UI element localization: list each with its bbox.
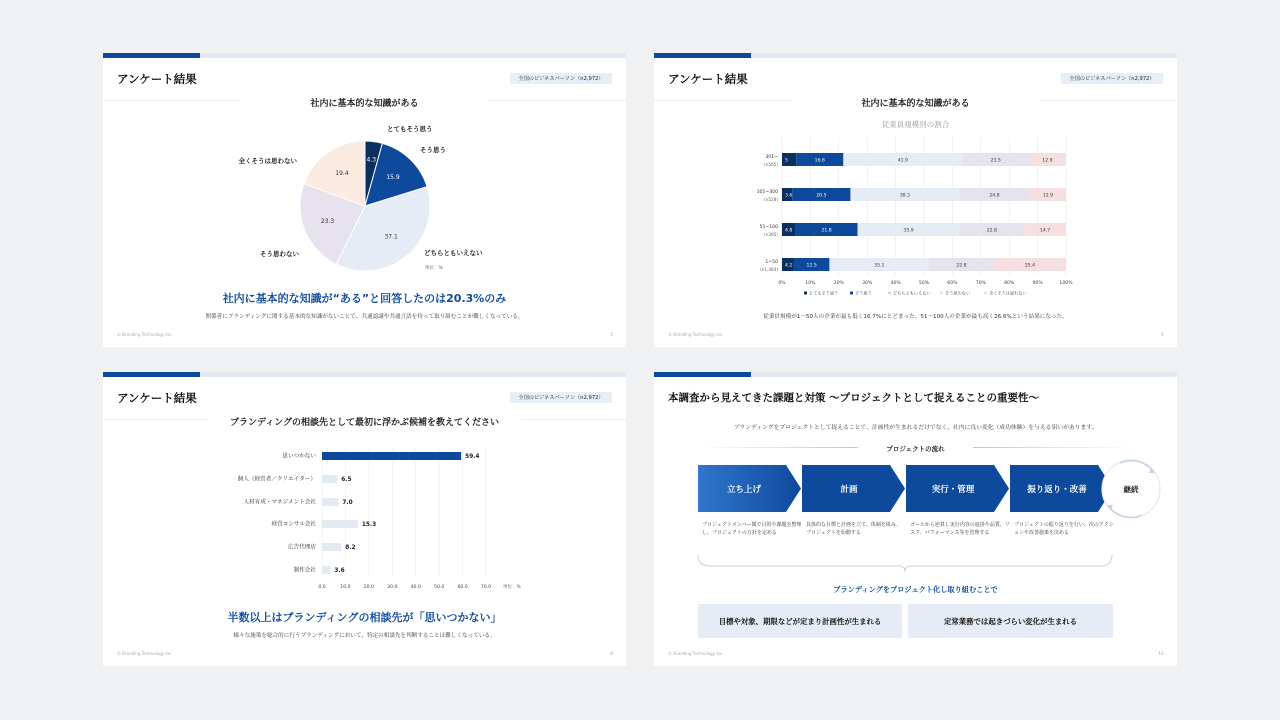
category-label: 人材育成・マネジメント会社 xyxy=(243,499,316,506)
bar xyxy=(322,566,330,574)
x-tick-label: 50.0 xyxy=(434,585,445,590)
legend-swatch xyxy=(804,292,807,295)
segment-value-label: 4.2 xyxy=(785,263,793,269)
unit-note: 単位：% xyxy=(503,585,521,590)
category-label: 経営コンサル会社 xyxy=(271,521,316,528)
pie-value-label: 19.4 xyxy=(335,169,349,177)
chart-subtitle: ブランディングの相談先として最初に浮かぶ候補を教えてください xyxy=(229,418,500,428)
row-label: 301~ xyxy=(765,155,778,160)
x-tick-label: 100% xyxy=(1059,281,1073,286)
x-tick-label: 40% xyxy=(890,281,901,286)
x-tick-label: 20% xyxy=(833,281,844,286)
x-tick-label: 70.0 xyxy=(480,585,492,590)
cycle-label: 継続 xyxy=(1123,485,1139,494)
pie-category-label: とてもそう思う xyxy=(387,125,433,133)
description-text: 従業員規模が1〜50人の企業が最も低く16.7%にとどまった。51〜100人の企業が最も高く26.6%という結果になった。 xyxy=(763,314,1068,320)
slide-stacked-by-company-size xyxy=(654,53,1177,347)
x-tick-label: 80% xyxy=(1004,281,1015,286)
bar-value-label: 15.3 xyxy=(361,522,377,528)
step-label-3: 実行・管理 xyxy=(931,485,975,495)
segment-value-label: 3.6 xyxy=(785,193,793,199)
legend-swatch xyxy=(850,292,853,295)
segment-value-label: 22.8 xyxy=(986,228,997,234)
segment-value-label: 22.8 xyxy=(956,263,967,269)
x-tick-label: 30.0 xyxy=(387,585,398,590)
step-label-4: 振り返り・改善 xyxy=(1027,485,1087,495)
flow-brace xyxy=(698,555,1112,572)
bar xyxy=(322,498,338,506)
slide-title: アンケート結果 xyxy=(117,72,197,86)
slide-title: アンケート結果 xyxy=(117,391,197,405)
x-tick-label: 0.0 xyxy=(318,585,326,590)
description-text: 様々な施策を総合的に行うブランディングにおいて、特定の相談先を判断することは難しくなっている。 xyxy=(233,633,496,639)
row-label: 1~50 xyxy=(765,260,778,265)
stacked-bar-chart xyxy=(654,53,1177,347)
chart-title: 従業員規模別の割合 xyxy=(881,120,950,129)
bar-value-label: 7.0 xyxy=(342,500,353,506)
bar xyxy=(322,452,461,460)
legend-label: どちらともいえない xyxy=(893,290,931,296)
legend-label: そう思わない xyxy=(945,290,971,296)
result-box-1: 目標や対象、期限などが定まり計画性が生まれる xyxy=(698,604,902,638)
segment-value-label: 20.5 xyxy=(816,193,827,199)
sample-badge: 全国のビジネスパーソン（n2,972） xyxy=(510,392,612,403)
copyright: © Branding Technology Inc. xyxy=(668,651,724,656)
segment-value-label: 23.5 xyxy=(990,158,1001,164)
legend-label: 全くそうは思わない xyxy=(989,290,1027,296)
bar xyxy=(322,543,341,551)
segment-value-label: 24.8 xyxy=(989,193,1000,199)
slide-title: 本調査から見えてきた課題と対策 〜プロジェクトとして捉えることの重要性〜 xyxy=(668,392,1039,404)
x-tick-label: 50% xyxy=(918,281,930,286)
bar-value-label: 8.2 xyxy=(345,545,356,551)
pie-value-label: 4.3 xyxy=(366,156,377,164)
step-desc-2: 具体的な目標と計画を立て、体制を組み、プロジェクトを始動する xyxy=(806,522,902,536)
segment-value-label: 38.3 xyxy=(899,193,910,199)
step-desc-4: プロジェクトの振り返りを行い、次のアクションや改善施策を決める xyxy=(1014,522,1114,536)
slide-project-flow xyxy=(654,372,1177,666)
category-label: 広告代理店 xyxy=(288,544,316,551)
segment-value-label: 35.1 xyxy=(874,263,885,269)
conclusion-text: 半数以上はブランディングの相談先が「思いつかない」 xyxy=(227,611,502,624)
flow-title: プロジェクトの流れ xyxy=(886,445,945,453)
row-n-label: (n565) xyxy=(764,162,778,167)
conclusion-text: 社内に基本的な知識が“ある”と回答したのは20.3%のみ xyxy=(222,292,507,305)
pie-value-label: 15.9 xyxy=(386,174,400,182)
intro-text: ブランディングをプロジェクトとして捉えることで、計画性が生まれるだけでなく、社内に良い変化（成功体験）を与える狙いがあります。 xyxy=(733,425,1098,431)
x-tick-label: 10.0 xyxy=(340,585,351,590)
bar-value-label: 6.5 xyxy=(341,477,352,483)
legend-label: そう思う xyxy=(855,290,872,296)
legend-label: とてもそう思う xyxy=(809,290,839,296)
step-label-1: 立ち上げ xyxy=(726,485,762,495)
bar xyxy=(322,520,358,528)
row-n-label: (n1,484) xyxy=(760,267,778,272)
page-number: 5 xyxy=(610,333,613,338)
cta-text: ブランディングをプロジェクト化し取り組むことで xyxy=(833,585,998,594)
copyright: © Branding Technology Inc. xyxy=(117,332,173,337)
pie-category-label: どちらともいえない xyxy=(424,249,483,257)
x-tick-label: 30% xyxy=(862,281,873,286)
page-number: 16 xyxy=(1158,652,1164,657)
segment-value-label: 5 xyxy=(785,158,788,164)
x-tick-label: 60.0 xyxy=(457,585,468,590)
page-number: 8 xyxy=(610,652,613,657)
step-desc-1: プロジェクトメンバー間で目的や課題を整理し、プロジェクトの方針を定める xyxy=(702,522,802,536)
category-label: 思いつかない xyxy=(282,453,316,460)
legend-swatch xyxy=(984,292,987,295)
segment-value-label: 4.8 xyxy=(785,228,793,234)
x-tick-label: 70% xyxy=(975,281,986,286)
slide-consultation-bar xyxy=(103,372,626,666)
slide-pie-knowledge xyxy=(103,53,626,347)
x-tick-label: 20.0 xyxy=(363,585,374,590)
step-label-2: 計画 xyxy=(840,485,858,495)
pie-value-label: 23.3 xyxy=(320,217,335,225)
sample-badge: 全国のビジネスパーソン（n2,972） xyxy=(1061,73,1163,84)
page-number: 6 xyxy=(1161,333,1164,338)
copyright: © Branding Technology Inc. xyxy=(117,651,173,656)
description-text: 関係者にブランディングに関する基本的な知識がないことで、共通認識や共通言語を持って取り組むことが難しくなっている。 xyxy=(205,314,524,320)
x-tick-label: 0% xyxy=(778,281,786,286)
x-tick-label: 10% xyxy=(805,281,816,286)
row-label: 51~100 xyxy=(759,225,778,230)
category-label: 個人（経営者／クリエイター） xyxy=(237,476,316,483)
segment-value-label: 35.9 xyxy=(903,228,914,234)
row-n-label: (n528) xyxy=(764,197,778,202)
segment-value-label: 21.8 xyxy=(821,228,832,234)
slide-title: アンケート結果 xyxy=(668,72,748,86)
segment-value-label: 41.9 xyxy=(897,158,908,164)
x-tick-label: 40.0 xyxy=(410,585,421,590)
row-label: 101~300 xyxy=(756,190,778,195)
chart-subtitle: 社内に基本的な知識がある xyxy=(310,99,419,109)
result-box-2: 定常業務では起きづらい変化が生まれる xyxy=(908,604,1113,638)
pie-value-label: 37.1 xyxy=(384,233,398,241)
category-label: 制作会社 xyxy=(293,567,316,574)
bar xyxy=(322,475,337,483)
legend-swatch xyxy=(940,292,943,295)
chart-subtitle: 社内に基本的な知識がある xyxy=(861,99,970,109)
pie-category-label: そう思う xyxy=(420,146,446,154)
sample-badge: 全国のビジネスパーソン（n2,972） xyxy=(510,73,612,84)
bar-value-label: 3.6 xyxy=(334,568,345,574)
segment-value-label: 25.4 xyxy=(1024,263,1036,269)
copyright: © Branding Technology Inc. xyxy=(668,332,724,337)
segment-value-label: 14.7 xyxy=(1040,228,1051,234)
legend-swatch xyxy=(888,292,891,295)
unit-note: 単位：% xyxy=(425,266,443,271)
segment-value-label: 16.6 xyxy=(814,158,825,164)
pie-category-label: 全くそうは思わない xyxy=(238,157,297,165)
row-n-label: (n395) xyxy=(764,232,778,237)
bar-value-label: 59.4 xyxy=(465,454,480,460)
x-tick-label: 60% xyxy=(947,281,958,286)
step-desc-3: ゴールから逆算し実行内容の進捗や品質、リスク、パフォーマンス等を管理する xyxy=(910,522,1010,536)
segment-value-label: 12.9 xyxy=(1042,193,1054,199)
pie-category-label: そう思わない xyxy=(260,250,299,258)
segment-value-label: 12.5 xyxy=(806,263,817,269)
segment-value-label: 12.9 xyxy=(1042,158,1053,164)
x-tick-label: 90% xyxy=(1032,281,1043,286)
